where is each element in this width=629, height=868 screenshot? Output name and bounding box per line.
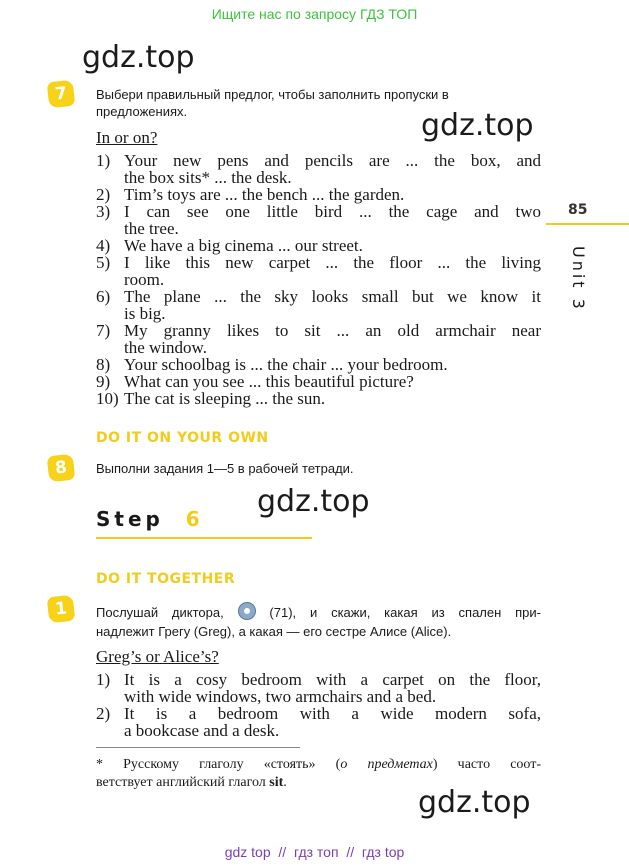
item-number: 7) xyxy=(96,321,111,340)
item-text: with wide windows, two armchairs and a bed. xyxy=(124,687,437,706)
footnote-italic: о предметах xyxy=(340,757,433,772)
item-number: 6) xyxy=(96,287,111,306)
step-word: Step xyxy=(96,507,164,531)
footnote-text: ветствует английский глагол xyxy=(96,775,270,790)
list-item xyxy=(96,390,541,407)
exercise-number-badge: 7 xyxy=(47,80,76,109)
list-item xyxy=(96,237,541,254)
item-number: 5) xyxy=(96,253,111,272)
exercise-number-badge: 8 xyxy=(47,454,76,483)
instruction-text: (71), и скажи, какая из спален при- xyxy=(269,605,541,620)
item-number: 10) xyxy=(96,389,119,408)
footnote xyxy=(96,756,541,792)
exercise-instruction xyxy=(96,602,541,641)
footnote-text: . xyxy=(283,775,287,790)
item-number: 2) xyxy=(96,704,111,723)
watermark: gdz.top xyxy=(418,785,531,820)
audio-disc-icon[interactable] xyxy=(238,602,256,620)
list-item xyxy=(96,288,541,322)
item-text: My granny likes to sit ... an old armchair near xyxy=(124,321,541,340)
instruction-text: Послушай диктора, xyxy=(96,605,224,620)
list-item xyxy=(96,254,541,288)
footnote-text: * Русскому глаголу «стоять» ( xyxy=(96,757,341,772)
list-item xyxy=(96,203,541,237)
page-number: 85 xyxy=(568,202,588,218)
section-heading: DO IT ON YOUR OWN xyxy=(96,430,269,446)
step-number: 6 xyxy=(185,507,204,531)
item-number: 4) xyxy=(96,236,111,255)
item-text: The cat is sleeping ... the sun. xyxy=(124,389,326,408)
item-text: is big. xyxy=(124,304,166,323)
item-text: It is a cosy bedroom with a carpet on the floor, xyxy=(124,670,541,689)
item-text: Tim’s toys are ... the bench ... the garden. xyxy=(124,185,405,204)
list-item xyxy=(96,705,541,739)
list-item xyxy=(96,186,541,203)
item-text: What can you see ... this beautiful picture? xyxy=(124,372,414,391)
list-item xyxy=(96,322,541,356)
item-text: Your new pens and pencils are ... the box, and xyxy=(124,151,541,170)
item-number: 2) xyxy=(96,185,111,204)
item-number: 1) xyxy=(96,151,111,170)
section-heading: DO IT TOGETHER xyxy=(96,571,236,587)
list-item xyxy=(96,671,541,705)
item-text: a bookcase and a desk. xyxy=(124,721,280,740)
step-underline xyxy=(96,537,312,539)
item-text: I like this new carpet ... the floor ... the living xyxy=(124,253,541,272)
list-item xyxy=(96,152,541,186)
item-text: I can see one little bird ... the cage and two xyxy=(124,202,541,221)
item-text: the window. xyxy=(124,338,207,357)
item-number: 9) xyxy=(96,372,111,391)
search-banner[interactable]: Ищите нас по запросу ГДЗ ТОП xyxy=(211,6,418,22)
unit-label: Unit 3 xyxy=(569,246,588,312)
item-text: the tree. xyxy=(124,219,179,238)
item-text: The plane ... the sky looks small but we know it xyxy=(124,287,541,306)
item-text: It is a bedroom with a wide modern sofa, xyxy=(124,704,541,723)
footnote-text: ) часто соот- xyxy=(432,757,542,772)
item-text: room. xyxy=(124,270,165,289)
exercise-instruction: Выбери правильный предлог, чтобы заполнить пропуски в предложениях. xyxy=(96,87,449,119)
item-text: We have a big cinema ... our street. xyxy=(124,236,363,255)
list-item xyxy=(96,373,541,390)
watermark: gdz.top xyxy=(257,484,370,519)
item-number: 8) xyxy=(96,355,111,374)
page-number-line xyxy=(546,223,629,225)
exercise-subheading: Greg’s or Alice’s? xyxy=(96,647,219,666)
list-item xyxy=(96,356,541,373)
exercise-instruction: Выполни задания 1—5 в рабочей тетради. xyxy=(96,461,354,476)
item-number: 1) xyxy=(96,670,111,689)
exercise-subheading: In or on? xyxy=(96,128,158,147)
exercise-list xyxy=(96,671,541,739)
exercise-list xyxy=(96,152,541,407)
footnote-divider xyxy=(96,747,300,748)
exercise-number-badge: 1 xyxy=(47,595,76,624)
item-text: Your schoolbag is ... the chair ... your bedroom. xyxy=(124,355,448,374)
step-heading xyxy=(96,507,204,531)
footnote-bold: sit xyxy=(269,775,284,790)
footer-links[interactable]: gdz top // гдз топ // гдз top xyxy=(224,844,405,860)
item-number: 3) xyxy=(96,202,111,221)
watermark: gdz.top xyxy=(421,108,534,143)
instruction-text: надлежит Грегу (Greg), а какая — его сестре Алисе (Alice). xyxy=(96,624,452,639)
item-text: the box sits* ... the desk. xyxy=(124,168,292,187)
watermark: gdz.top xyxy=(82,40,195,75)
